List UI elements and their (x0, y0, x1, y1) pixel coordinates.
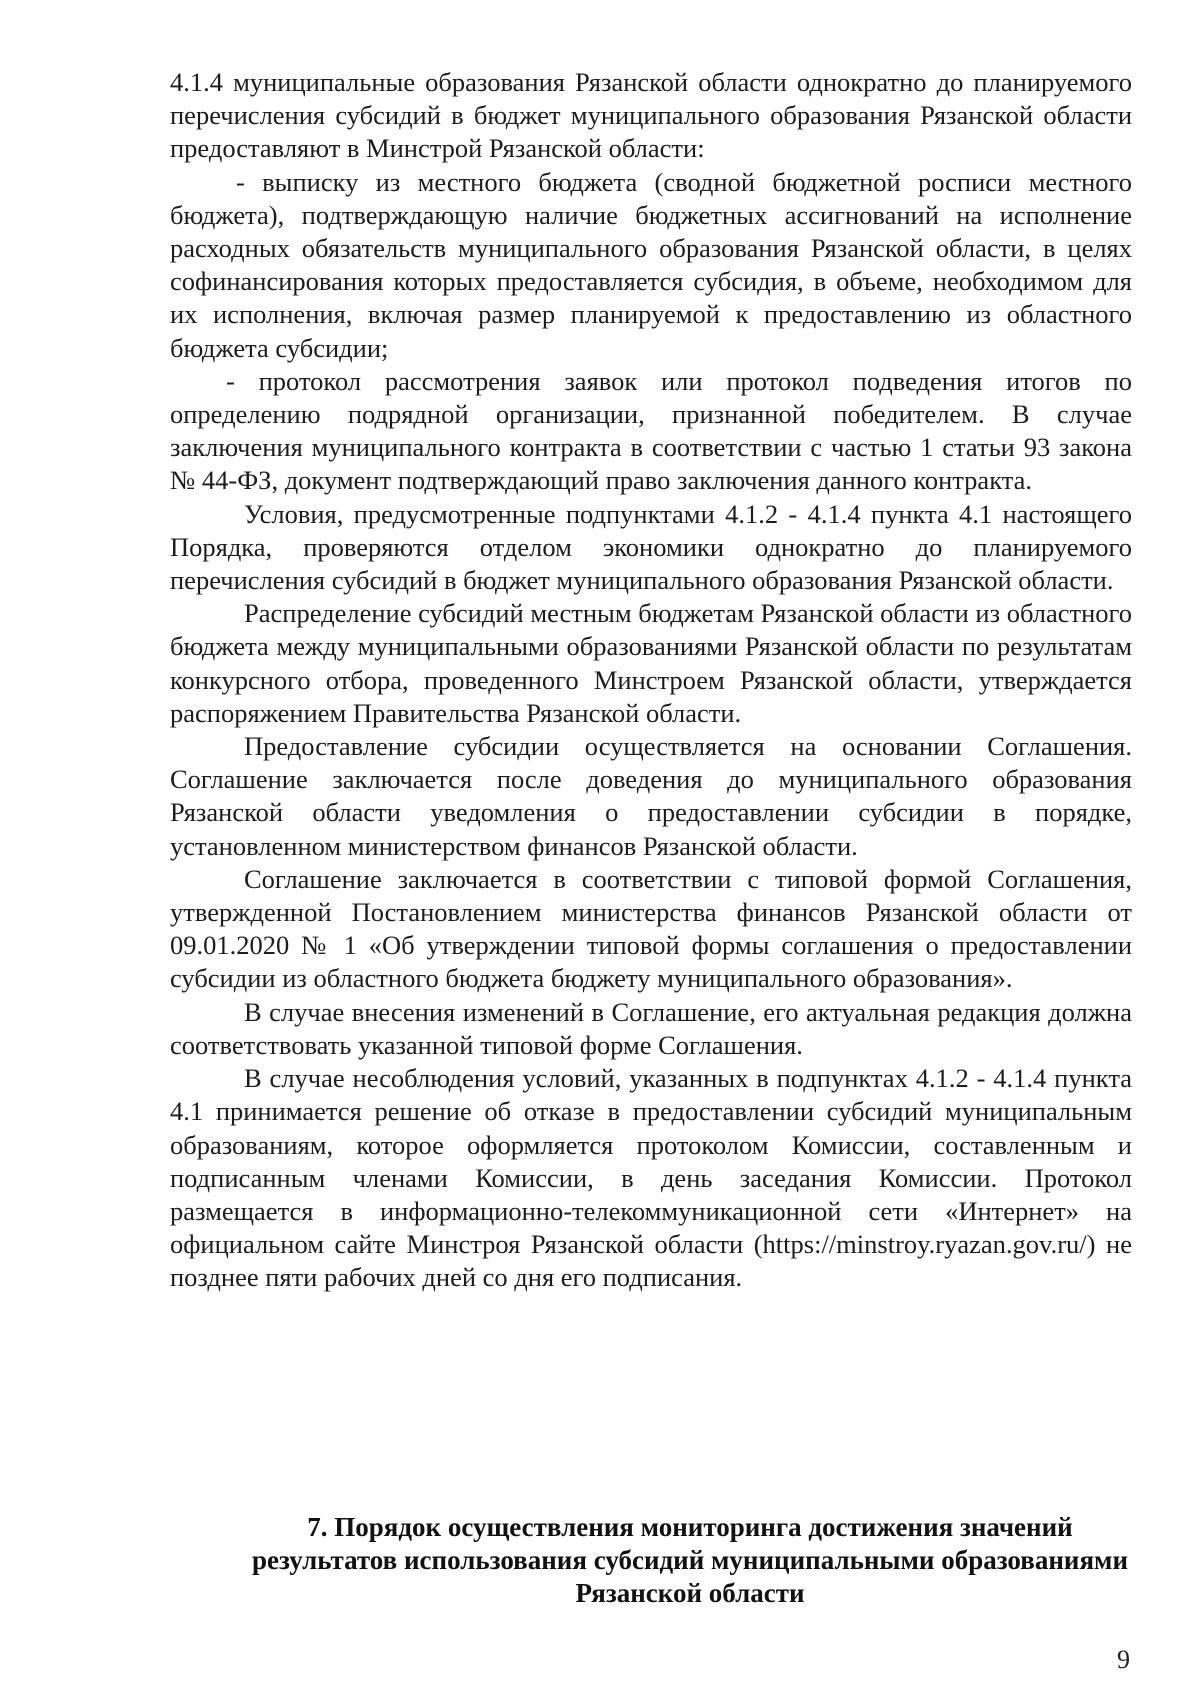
paragraph-distribution: Распределение субсидий местным бюджетам Рязанской области из областного бюджета между муниципальными образованиями Рязанской области по результатам конкурсного отбора, проведенного Минстроем Рязанской области, утверждается распоряжением Правительства Рязанской области. (170, 598, 1132, 728)
paragraph-agreement-basis: Предоставление субсидии осуществляется на основании Соглашения. Соглашение заключается после доведения до муниципального образования Рязанской области уведомления о предоставлении субсидии в порядке, установленном министерством финансов Рязанской области. (170, 731, 1132, 861)
document-body (170, 66, 1132, 1295)
paragraph-refusal: В случае несоблюдения условий, указанных в подпунктах 4.1.2 - 4.1.4 пункта 4.1 принимается решение об отказе в предоставлении субсидий муниципальным образованиям, которое оформляется протоколом Комиссии, составленным и подписанным членами Комиссии, в день заседания Комиссии. Протокол размещается в информационно-телекоммуникационной сети «Интернет» на официальном сайте Минстроя Рязанской области (https://minstroy.ryazan.gov.ru/) не позднее пяти рабочих дней со дня его подписания. (170, 1063, 1132, 1293)
paragraph-protocol: - протокол рассмотрения заявок или протокол подведения итогов по определению подрядной организации, признанной победителем. В случае заключения муниципального контракта в соответствии с частью 1 статьи 93 закона № 44-ФЗ, документ подтверждающий право заключения данного контракта. (170, 365, 1132, 496)
paragraph-4-1-4: 4.1.4 муниципальные образования Рязанской области однократно до планируемого перечисления субсидий в бюджет муниципального образования Рязанской области предоставляют в Минстрой Рязанской области: (170, 67, 1132, 164)
paragraph-agreement-changes: В случае внесения изменений в Соглашение, его актуальная редакция должна соответствовать указанной типовой форме Соглашения. (170, 996, 1132, 1060)
paragraph-agreement-form: Соглашение заключается в соответствии с типовой формой Соглашения, утвержденной Постановлением министерства финансов Рязанской области от 09.01.2020 № 1 «Об утверждении типовой формы соглашения о предоставлении субсидии из областного бюджета бюджету муниципального образования». (170, 863, 1132, 994)
page-number: 9 (1117, 1645, 1130, 1674)
paragraph-conditions: Условия, предусмотренные подпунктами 4.1.2 - 4.1.4 пункта 4.1 настоящего Порядка, проверяются отделом экономики однократно до планируемого перечисления субсидий в бюджет муниципального образования Рязанской области. (170, 498, 1132, 596)
paragraph-budget-extract: - выписку из местного бюджета (сводной бюджетной росписи местного бюджета), подтверждающую наличие бюджетных ассигнований на исполнение расходных обязательств муниципального образования Рязанской области, в целях софинансирования которых предоставляется субсидия, в объеме, необходимом для их исполнения, включая размер планируемой к предоставлению из областного бюджета субсидии; (170, 166, 1132, 363)
section-heading: 7. Порядок осуществления мониторинга достижения значений результатов использования субсидий муниципальными образованиями Рязанской области (252, 1512, 1128, 1608)
